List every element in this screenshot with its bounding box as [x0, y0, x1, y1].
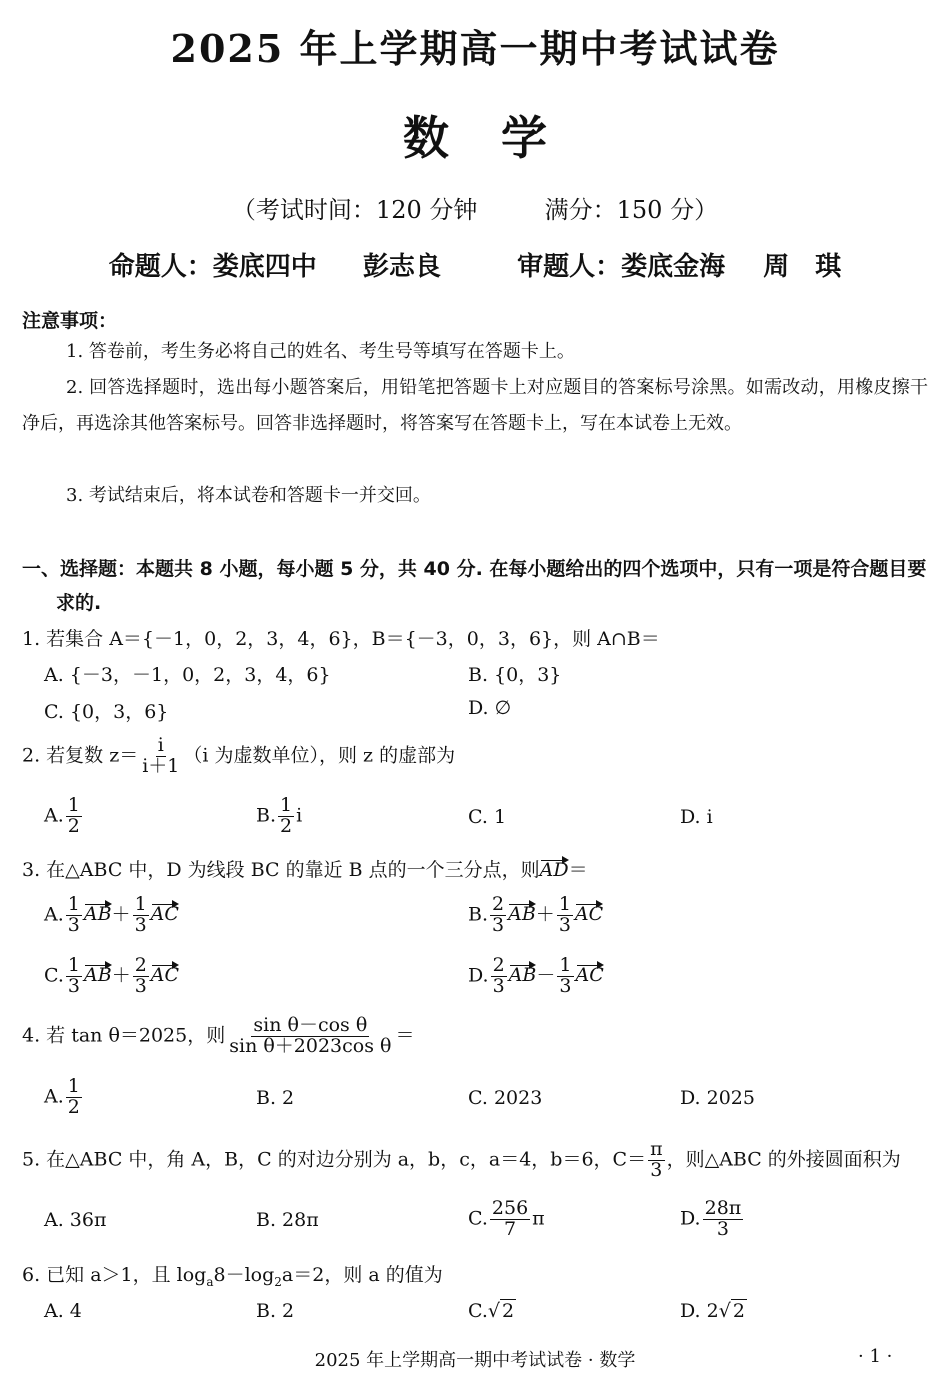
question-6-option-d	[680, 1300, 747, 1322]
vector-ac: AC	[575, 964, 604, 987]
fraction-numerator: 2	[134, 954, 147, 976]
option-fraction	[66, 1077, 82, 1118]
option-fraction	[703, 1199, 744, 1240]
question-3-option-d	[468, 956, 604, 997]
option-label: D.	[468, 964, 489, 987]
equals-sign: ＝	[568, 859, 588, 881]
vector-ab: AB	[83, 903, 112, 926]
option-label: C.	[468, 1207, 488, 1230]
option-fraction	[490, 895, 506, 936]
question-2-option-c: C. 1	[468, 806, 507, 828]
question-6-option-c	[468, 1300, 516, 1322]
question-2-option-a	[44, 796, 84, 837]
option-fraction	[66, 895, 82, 936]
fraction-numerator: 1	[134, 893, 147, 915]
option-label: A.	[44, 1085, 64, 1108]
vector-ac: AC	[574, 903, 604, 926]
vector-ab: AB	[508, 903, 536, 926]
question-6-stem	[22, 1260, 443, 1289]
fraction-denominator: 3	[558, 913, 571, 936]
fraction-numerator: π	[650, 1138, 663, 1160]
page-number: · 1 ·	[858, 1346, 893, 1367]
vector-ab: AB	[84, 964, 112, 987]
question-4-option-b: B. 2	[256, 1087, 295, 1109]
fraction-numerator: 28π	[704, 1197, 742, 1219]
fraction-numerator: 1	[559, 954, 572, 976]
option-fraction	[490, 1199, 530, 1240]
option-fraction	[278, 796, 294, 837]
fraction-numerator: 1	[67, 794, 80, 816]
fraction-numerator: 2	[492, 893, 505, 915]
fraction-numerator: 1	[67, 1075, 80, 1097]
question-4-stem	[22, 1016, 414, 1057]
operator: ＋	[535, 903, 555, 926]
score-label: 满分：150 分）	[544, 196, 719, 224]
fraction-denominator: 3	[67, 913, 80, 936]
fraction-numerator: i	[157, 734, 164, 756]
fraction-denominator: 2	[67, 1095, 80, 1118]
fraction-numerator: 1	[280, 794, 293, 816]
sqrt-symbol: √ 2	[487, 1300, 515, 1322]
vector-ac: AC	[150, 964, 180, 987]
operator: ＋	[111, 964, 131, 987]
time-label: （考试时间：120 分钟	[231, 196, 478, 224]
question-5-option-c	[468, 1199, 545, 1240]
question-3-stem	[22, 855, 588, 882]
exam-time-info	[0, 190, 950, 225]
note-item-2: 2. 回答选择题时，选出每小题答案后，用铅笔把答题卡上对应题目的答案标号涂黑。如需改动，用橡皮擦干净后，再选涂其他答案标号。回答非选择题时，将答案写在答题卡上，写在本试卷上无效。	[22, 377, 928, 434]
fraction-numerator: 2	[492, 954, 505, 976]
question-2-option-d: D. i	[680, 806, 713, 828]
option-fraction	[66, 796, 82, 837]
author-label: 命题人：娄底四中	[108, 252, 317, 282]
fraction-denominator: sin θ＋2023cos θ	[229, 1034, 392, 1057]
fraction-numerator: sin θ－cos θ	[253, 1014, 368, 1036]
operator: －	[536, 964, 556, 987]
vector-ad: AD	[539, 859, 569, 881]
option-label: B.	[256, 804, 277, 827]
question-6-option-a: A. 4	[44, 1300, 82, 1322]
fraction-denominator: 3	[67, 974, 80, 997]
question-3-text: 3. 在△ABC 中，D 为线段 BC 的靠近 B 点的一个三分点，则	[22, 859, 540, 881]
option-label: B.	[468, 903, 489, 926]
fraction-denominator: 2	[280, 814, 293, 837]
option-label: C.	[44, 964, 64, 987]
option-label: C.	[468, 1300, 488, 1322]
section-heading: 一、选择题：本题共 8 小题，每小题 5 分，共 40 分. 在每小题给出的四个选项中，只有一项是符合题目要求的.	[22, 558, 927, 614]
fraction-denominator: 3	[492, 974, 505, 997]
vector-ac: AC	[150, 903, 179, 926]
fraction-numerator: 1	[67, 893, 80, 915]
question-5-prefix: 5. 在△ABC 中，角 A，B，C 的对边分别为 a，b，c，a＝4，b＝6，C＝	[22, 1148, 647, 1171]
sqrt-symbol: √ 2	[718, 1300, 745, 1322]
option-label: D.	[680, 1207, 701, 1230]
question-4-option-c: C. 2023	[468, 1087, 543, 1109]
vector-ab: AB	[508, 964, 537, 987]
reviewer-label: 审题人：娄底金海	[517, 252, 726, 282]
question-5-stem	[22, 1140, 901, 1181]
option-suffix: π	[532, 1207, 545, 1230]
option-fraction	[133, 956, 149, 997]
fraction-numerator: 1	[558, 893, 571, 915]
exam-title: 2025 年上学期高一期中考试试卷	[170, 26, 780, 71]
fraction-denominator: 3	[134, 974, 147, 997]
question-5-fraction	[648, 1140, 665, 1181]
log-base: a	[206, 1274, 214, 1289]
question-4-option-a	[44, 1077, 84, 1118]
option-label: A.	[44, 804, 64, 827]
fraction-numerator: 1	[67, 954, 80, 976]
option-fraction	[557, 895, 573, 936]
log-base: 2	[274, 1274, 282, 1289]
option-fraction	[66, 956, 82, 997]
fraction-denominator: 3	[492, 913, 505, 936]
question-5-suffix: ，则△ABC 的外接圆面积为	[666, 1148, 901, 1171]
question-3-option-c	[44, 956, 179, 997]
fraction-denominator: i＋1	[142, 754, 180, 777]
fraction-denominator: 3	[559, 974, 572, 997]
option-fraction	[133, 895, 149, 936]
question-2-fraction	[140, 736, 181, 777]
option-suffix: i	[296, 804, 303, 827]
question-1-stem: 1. 若集合 A＝{－1，0，2，3，4，6}，B＝{－3，0，3，6}，则 A∩B＝	[22, 628, 660, 650]
question-2-suffix: （i 为虚数单位），则 z 的虚部为	[183, 744, 456, 767]
question-1-option-a: A. {－3，－1，0，2，3，4，6}	[44, 664, 331, 686]
question-1-option-d: D. ∅	[468, 697, 512, 719]
option-label: D. 2	[680, 1300, 719, 1322]
question-5-option-d	[680, 1199, 745, 1240]
question-5-option-b: B. 28π	[256, 1209, 319, 1231]
question-2-prefix: 2. 若复数 z＝	[22, 744, 139, 767]
question-3-option-b	[468, 895, 603, 936]
radicand: 2	[732, 1300, 745, 1322]
option-fraction	[491, 956, 507, 997]
note-item-3: 3. 考试结束后，将本试卷和答题卡一并交回。	[66, 485, 431, 506]
fraction-denominator: 3	[650, 1158, 663, 1181]
fraction-denominator: 7	[503, 1217, 517, 1240]
question-4-option-d: D. 2025	[680, 1087, 755, 1109]
author-name: 彭志良	[362, 252, 441, 282]
option-fraction	[557, 956, 573, 997]
fraction-denominator: 3	[716, 1217, 729, 1240]
question-5-option-a: A. 36π	[44, 1209, 107, 1231]
option-label: A.	[44, 903, 64, 926]
question-4-prefix: 4. 若 tan θ＝2025，则	[22, 1024, 226, 1047]
question-6-text: 6. 已知 a＞1，且 log	[22, 1264, 207, 1286]
authors-line	[0, 246, 950, 283]
question-1-option-c: C. {0，3，6}	[44, 701, 169, 723]
fraction-denominator: 3	[134, 913, 147, 936]
fraction-denominator: 2	[67, 814, 80, 837]
subject-title: 数学	[403, 111, 599, 165]
question-1-option-b: B. {0，3}	[468, 664, 562, 686]
question-2-option-b	[256, 796, 302, 837]
question-6-text: a＝2，则 a 的值为	[281, 1264, 443, 1286]
fraction-numerator: 256	[491, 1197, 529, 1219]
page-footer: 2025 年上学期高一期中考试试卷 · 数学	[314, 1350, 636, 1371]
operator: ＋	[111, 903, 131, 926]
equals-sign: ＝	[395, 1024, 415, 1047]
notes-title: 注意事项：	[22, 310, 118, 332]
question-4-fraction	[227, 1016, 393, 1057]
radicand: 2	[502, 1300, 515, 1322]
question-2-stem	[22, 736, 455, 777]
question-6-option-b: B. 2	[256, 1300, 295, 1322]
question-6-text: 8－log	[213, 1264, 275, 1286]
reviewer-name: 周 琪	[763, 252, 842, 282]
question-3-option-a	[44, 895, 179, 936]
note-item-1: 1. 答卷前，考生务必将自己的姓名、考生号等填写在答题卡上。	[66, 341, 575, 362]
